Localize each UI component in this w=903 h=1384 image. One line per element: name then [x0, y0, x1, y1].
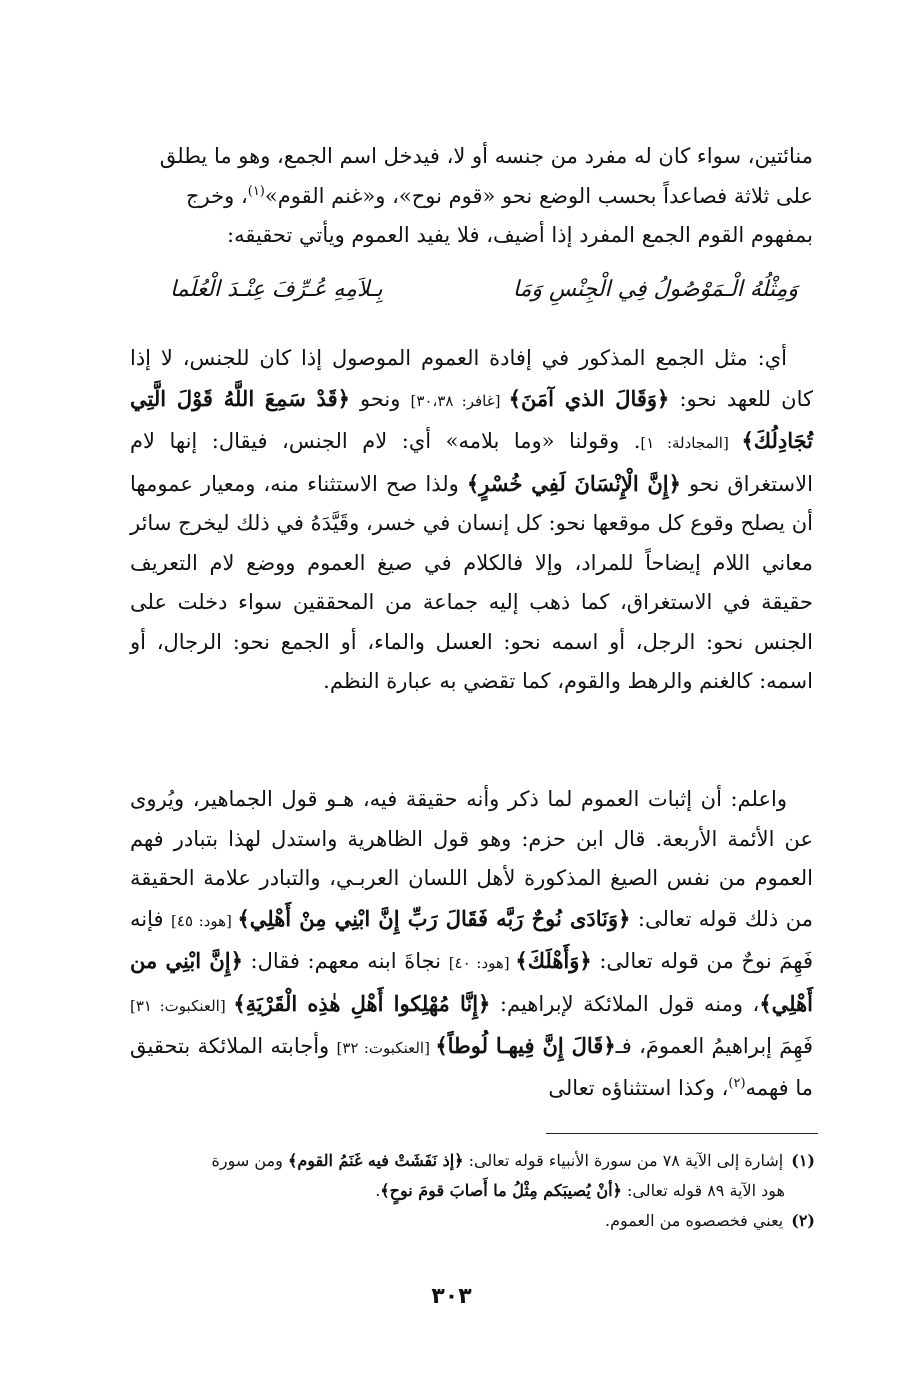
verse-reference: [المجادلة: ١]	[640, 434, 742, 452]
quran-verse: ﴿أنْ يُصيبَكم مِثْلُ ما أَصابَ قومَ نوحٍ﴾	[380, 1181, 622, 1200]
quran-verse: ﴿إِنَّ الْإِنْسَانَ لَفِي خُسْرٍ﴾	[466, 470, 681, 496]
footnote-1-number: (١)	[791, 1151, 815, 1170]
footnote-1-continued: هود الآية ٨٩ قوله تعالى: ﴿أنْ يُصيبَكم مِثْلُ ما أَصابَ قومَ نوحٍ﴾.	[375, 1181, 785, 1200]
quran-verse: ﴿إِنَّ ابْنِي من أَهْلِي﴾	[130, 948, 813, 1016]
quran-verse: ﴿قَدْ سَمِعَ اللَّهُ قَوْلَ الَّتِي تُجَادِلُكَ﴾	[130, 385, 814, 453]
verse-reference: [هود: ٤٠]	[448, 954, 516, 972]
paragraph-2-text: أي: مثل الجمع المذكور في إفادة العموم الموصول إذا كان للجنس، لا إذا كان للعهد نحو: ﴿وَقَالَ الذي آمَنَ﴾ [غافر: ٣٠،٣٨] ونحو ﴿قَدْ سَمِعَ اللَّهُ قَوْلَ الَّتِي تُجَادِلُكَ﴾ [المجادلة: ١]. وقولنا «وما بلامه» أي: لام الجنس، فيقال: إنها لام الاستغراق نحو ﴿إِنَّ الْإِنْسَانَ لَفِي خُسْرٍ﴾ ولذا صح الاستثناء منه، ومعيار عمومها أن يصلح وقوع كل موقعها نحو: كل إنسان في خسر، وقَيَّدَهُ في ذلك ليخرج سائر معاني اللام إيضاحاً للمراد، وإلا فالكلام في صيغ العموم ووضع لام التعريف حقيقة في الاستغراق، كما ذهب إليه جماعة من المحققين سواء دخلت على الجنس نحو: الرجل، أو اسمه نحو: العسل والماء، أو الجمع نحو: الرجال، أو اسمه: كالغنم والرهط والقوم، كما تقضي به عبارة النظم.	[130, 346, 814, 693]
verse-reference: [هود: ٤٥]	[171, 911, 238, 930]
footnotes	[130, 1146, 815, 1236]
footnote-2-mark: (٢)	[728, 1075, 746, 1091]
footnote-1: (١)إشارة إلى الآية ٧٨ من سورة الأنبياء قوله تعالى: ﴿إذ نَفَشَتْ فيه غَنَمُ القوم﴾ ومن سورة	[211, 1151, 815, 1170]
page-number: ٣٠٣	[431, 1284, 472, 1309]
verse-reference: [العنكبوت: ٣١]	[130, 996, 234, 1015]
paragraph-3-text: واعلم: أن إثبات العموم لما ذكر وأنه حقيقة فيه، هـو قول الجماهير، ويُروى عن الأئمة الأربعة. قال ابن حزم: وهو قول الظاهرية واستدل لهذا بتبادر فهم العموم من نفس الصيغ المذكورة لأهل اللسان العربـي، والتبادر علامة الحقيقة من ذلك قوله تعالى: ﴿وَنَادَى نُوحٌ رَبَّه فَقَالَ رَبِّ إِنَّ ابْنِي مِنْ أَهْلِي﴾ [هود: ٤٥] فإنه فَهِمَ نوحٌ من قوله تعالى: ﴿وَأَهْلَكَ﴾ [هود: ٤٠] نجاةَ ابنه معهم: فقال: ﴿إِنَّ ابْنِي من أَهْلِي﴾، ومنه قول الملائكة لإبراهيم: ﴿إِنَّا مُهْلِكوا أَهْلِ هٰذِه الْقَرْيَةِ﴾ [العنكبوت: ٣١] فَهِمَ إبراهيمُ العمومَ، فـ﴿قَالَ إِنَّ فِيهـا لُوطاً﴾ [العنكبوت: ٣٢] وأجابته الملائكة بتحقيق ما فهمه$^{(٢)}$، وكذا استثناؤه تعالى	[130, 787, 814, 1100]
quran-verse: ﴿وَقَالَ الذي آمَنَ﴾	[508, 385, 670, 411]
quran-verse: ﴿وَنَادَى نُوحٌ رَبَّه فَقَالَ رَبِّ إِنَّ ابْنِي مِنْ أَهْلِي﴾	[237, 905, 631, 931]
paragraph-1-line-1: منائتين، سواء كان له مفرد من جنسه أو لا، فيدخل اسم الجمع، وهو ما يطلق	[159, 144, 813, 168]
paragraph-1-line-3: بمفهوم القوم الجمع المفرد إذا أضيف، فلا يفيد العموم ويأتي تحقيقه:	[227, 223, 813, 247]
paragraph-1	[130, 137, 813, 256]
paragraph-3	[130, 780, 813, 1108]
paragraph-2	[130, 339, 813, 702]
quran-verse: ﴿وَأَهْلَكَ﴾	[515, 948, 592, 973]
verse-first-hemistich: وَمِثْلُهُ الْـمَوْصُولُ فِي الْجِنْسِ وَمَا	[512, 277, 798, 302]
footnote-1-mark: (١)	[247, 183, 265, 199]
paragraph-1-line-2: على ثلاثة فصاعداً بحسب الوضع نحو «قوم نوح»، و«غنم القوم»$^{(١)}$، وخرج	[186, 183, 813, 208]
verse-line	[170, 277, 798, 317]
quran-verse: ﴿إِنَّا مُهْلِكوا أَهْلِ هٰذِه الْقَرْيَةِ﴾	[233, 990, 491, 1016]
verse-reference: [غافر: ٣٠،٣٨]	[410, 391, 509, 410]
quran-verse: ﴿قَالَ إِنَّ فِيهـا لُوطاً﴾	[435, 1033, 616, 1058]
verse-reference: [العنكبوت: ٣٢]	[336, 1039, 436, 1057]
verse-second-hemistich: بِـلاَمِهِ عُـرِّفَ عِنْـدَ الْعُلَما	[170, 277, 383, 302]
footnote-2: (٢)يعني فخصصوه من العموم.	[604, 1211, 815, 1230]
quran-verse: ﴿إذ نَفَشَتْ فيه غَنَمُ القوم﴾	[287, 1151, 464, 1170]
footnote-separator	[546, 1133, 818, 1134]
footnote-2-number: (٢)	[791, 1211, 815, 1230]
